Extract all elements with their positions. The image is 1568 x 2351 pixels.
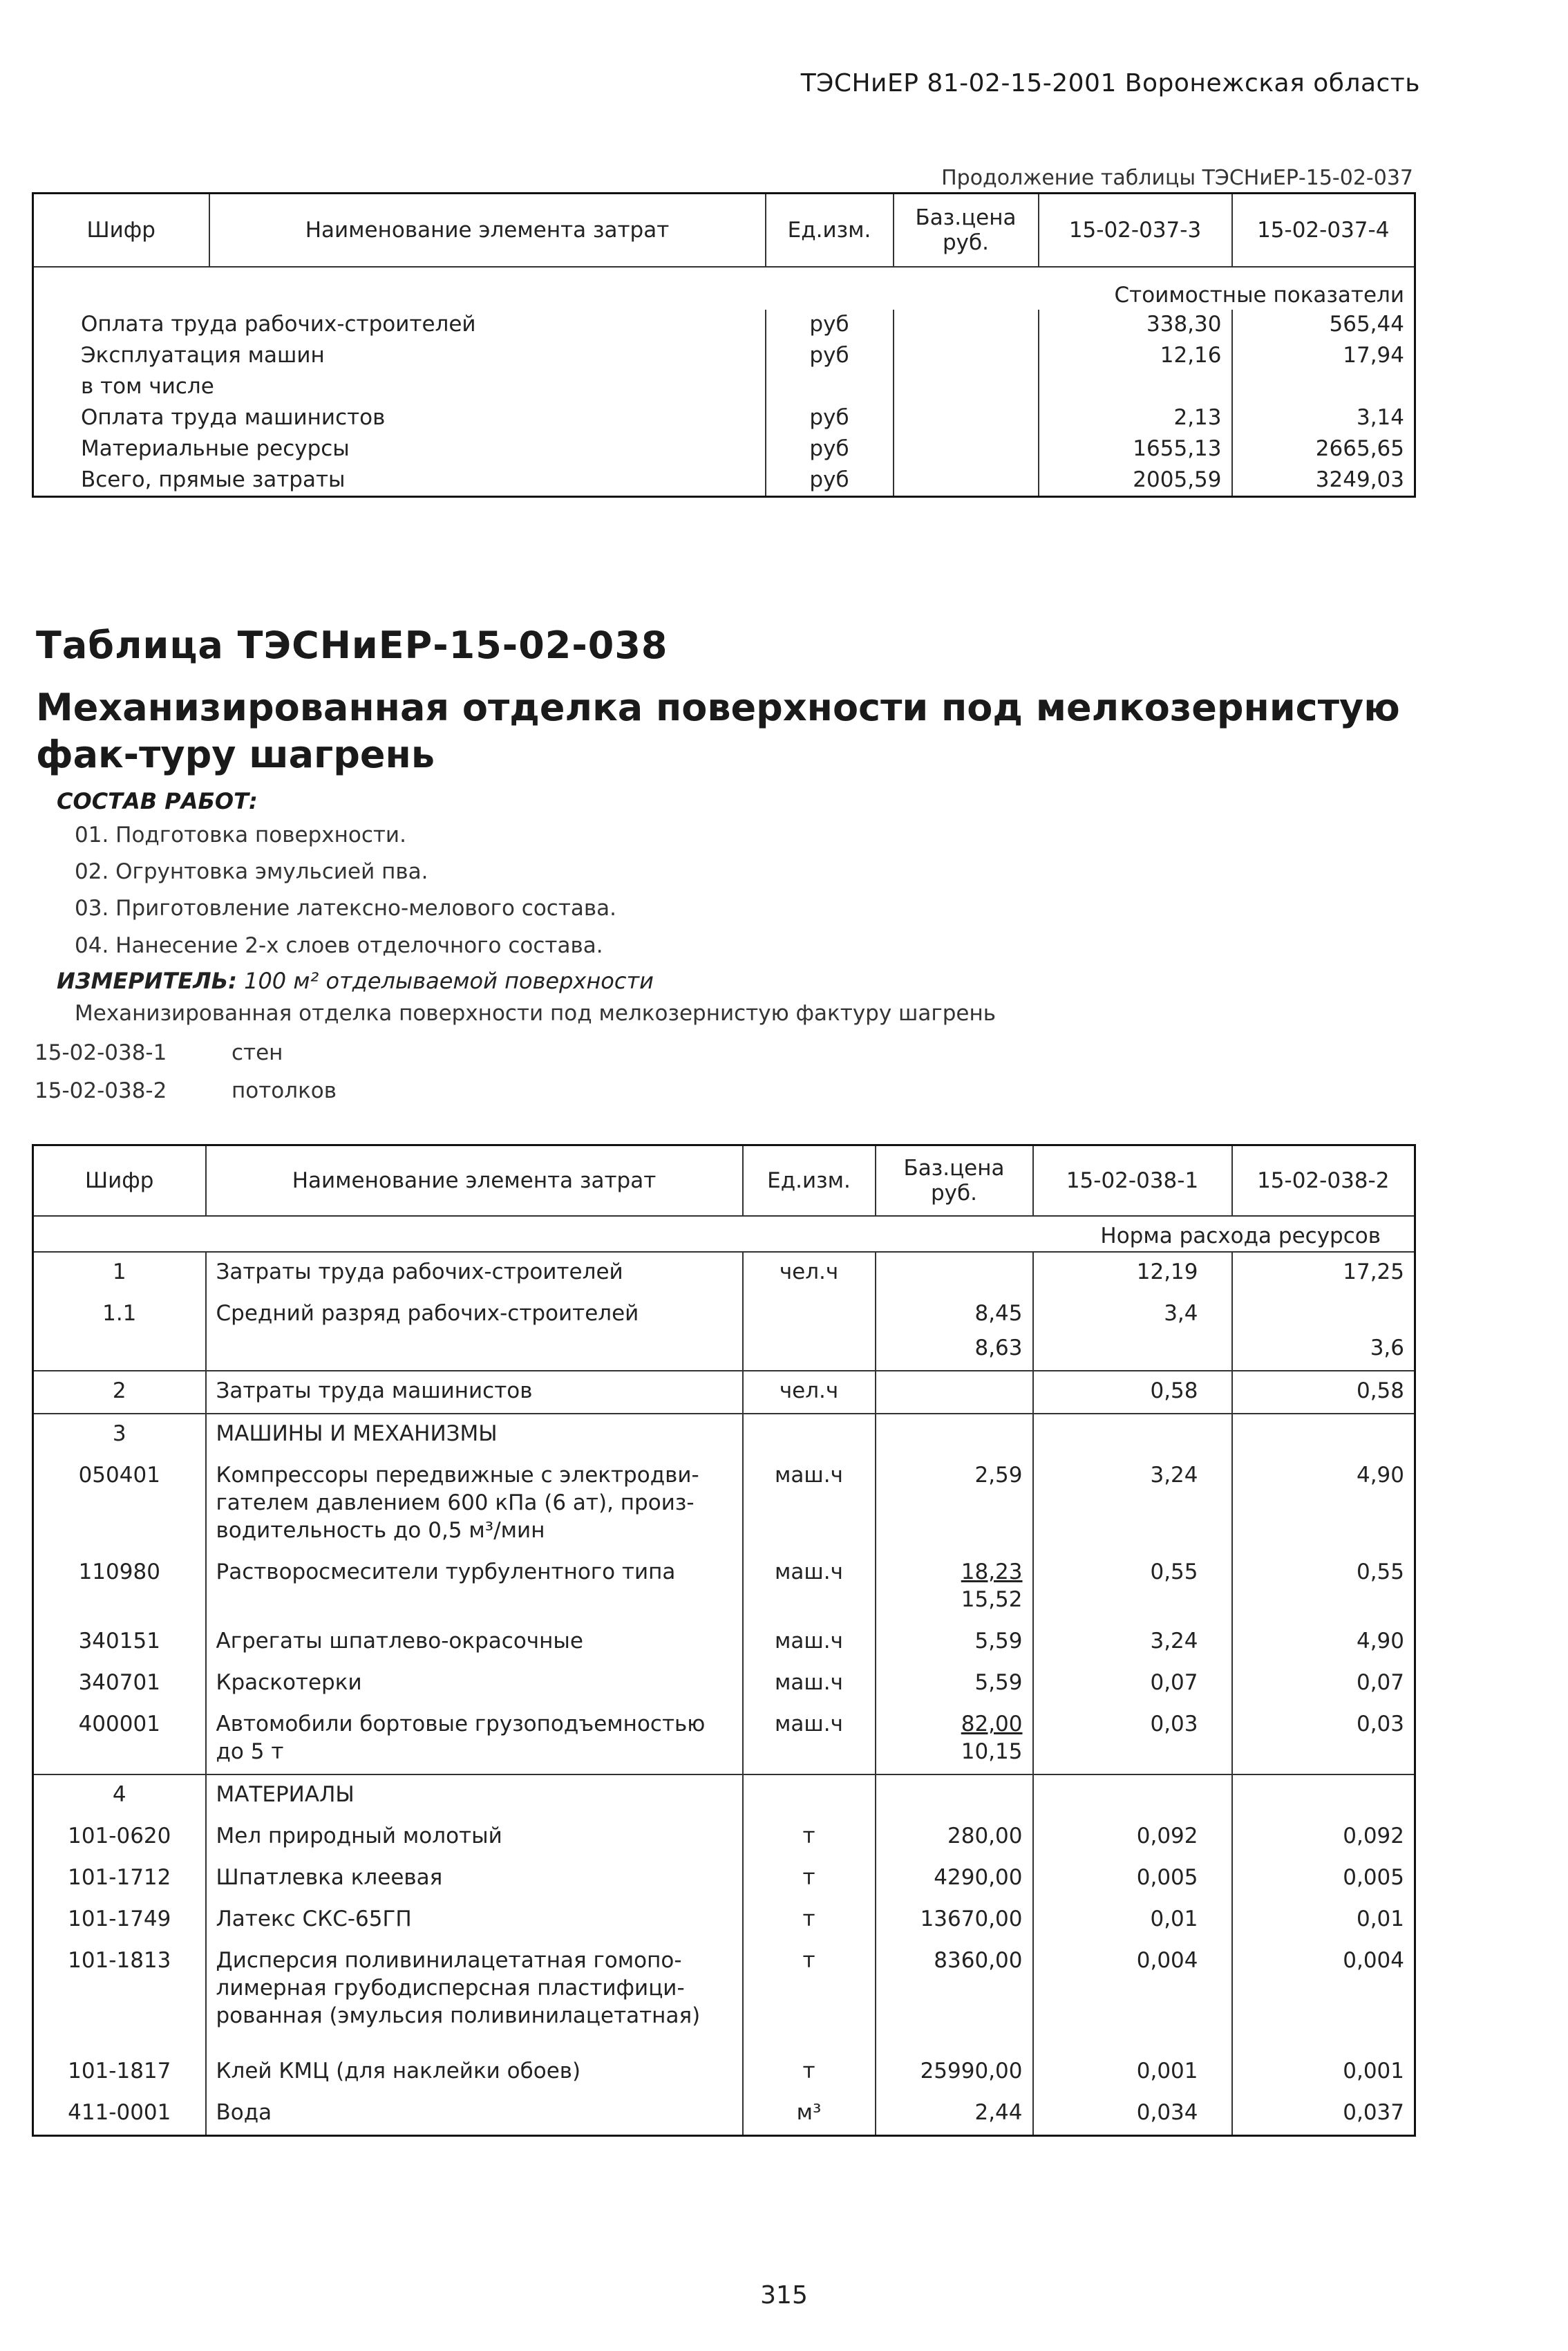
- header-row: [33, 194, 1415, 268]
- price-line: 8,63: [974, 1336, 1023, 1360]
- section-label: Стоимостные показатели: [1114, 283, 1404, 308]
- row-code: 101-1749: [68, 1907, 171, 1931]
- work-item: 01. Подготовка поверхности.: [75, 823, 406, 847]
- row-value-1: 0,03: [1033, 1705, 1232, 1774]
- row-unit: т: [743, 1900, 876, 1941]
- row-unit: [743, 1414, 876, 1456]
- row-name: Затраты труда рабочих-строителей: [206, 1252, 743, 1294]
- running-header: ТЭСНиЕР 81-02-15-2001 Воронежская область: [800, 69, 1420, 97]
- row-unit: т: [743, 1858, 876, 1900]
- row-value-1: 0,001: [1033, 2052, 1232, 2093]
- row-unit: т: [743, 2052, 876, 2093]
- table-row: [33, 1622, 1415, 1663]
- row-value-2: [1232, 1414, 1415, 1456]
- row-value-2: 3249,03: [1232, 465, 1415, 497]
- section-heading: Механизированная отделка поверхности под мелкозернистую фак-туру шагрень: [36, 686, 1400, 776]
- row-code: 411-0001: [68, 2100, 171, 2125]
- row-value-1: 1655,13: [1039, 433, 1232, 465]
- row-code: 101-1817: [68, 2059, 171, 2083]
- price-line: 8,45: [974, 1301, 1023, 1326]
- row-price: 8360,00: [876, 1941, 1033, 2052]
- col-header-norm-2: 15-02-037-4: [1232, 194, 1415, 268]
- row-code: 101-1712: [68, 1865, 171, 1890]
- row-price: [876, 1414, 1033, 1456]
- code-value: 15-02-038-2: [35, 1078, 167, 1103]
- row-value-2: 4,90: [1232, 1456, 1415, 1553]
- row-name: Дисперсия поливинилацетатная гомопо-лимерная грубодисперсная пластифици-рованная (эмульсия поливинилацетатная): [206, 1941, 743, 2052]
- continuation-table: [32, 192, 1416, 498]
- row-name: МАТЕРИАЛЫ: [206, 1774, 743, 1817]
- row-price: 4290,00: [876, 1858, 1033, 1900]
- row-code: 3: [112, 1421, 126, 1446]
- table-row: [33, 1294, 1415, 1371]
- row-name: Оплата труда машинистов: [81, 405, 386, 430]
- row-value-1: 0,004: [1033, 1941, 1232, 2052]
- row-value-1: 0,58: [1033, 1371, 1232, 1414]
- row-price: [894, 402, 1039, 433]
- row-code: 101-0620: [68, 1824, 171, 1848]
- row-price: [876, 1371, 1033, 1414]
- row-unit: маш.ч: [743, 1705, 876, 1774]
- row-value-2: [1232, 371, 1415, 402]
- row-name: Оплата труда рабочих-строителей: [81, 312, 476, 337]
- row-price: 5,59: [876, 1663, 1033, 1705]
- scope-text: Механизированная отделка поверхности под мелкозернистую фактуру шагрень: [75, 1001, 996, 1026]
- row-name: Краскотерки: [206, 1663, 743, 1705]
- row-unit: маш.ч: [743, 1622, 876, 1663]
- table-row: [33, 1705, 1415, 1774]
- row-value-2: 0,07: [1232, 1663, 1415, 1705]
- table-row: [33, 1817, 1415, 1858]
- row-unit: руб: [766, 402, 894, 433]
- row-name: Растворосмесители турбулентного типа: [206, 1553, 743, 1622]
- row-name: Материальные ресурсы: [81, 436, 350, 461]
- price-line: 10,15: [961, 1739, 1023, 1764]
- row-value-1: 338,30: [1039, 310, 1232, 340]
- row-value-1: 0,005: [1033, 1858, 1232, 1900]
- table-row: [33, 1414, 1415, 1456]
- row-unit: руб: [766, 433, 894, 465]
- row-unit: руб: [766, 310, 894, 340]
- row-price: [894, 433, 1039, 465]
- table-row: [33, 340, 1415, 371]
- row-code: 050401: [78, 1463, 160, 1488]
- row-name: МАШИНЫ И МЕХАНИЗМЫ: [206, 1414, 743, 1456]
- row-value-1: 0,092: [1033, 1817, 1232, 1858]
- row-code: 101-1813: [68, 1948, 171, 1973]
- row-value-1: 3,24: [1033, 1456, 1232, 1553]
- row-name: Всего, прямые затраты: [81, 467, 346, 492]
- work-item: 04. Нанесение 2-х слоев отделочного состава.: [75, 933, 603, 958]
- row-value-1: [1039, 371, 1232, 402]
- measure-value: 100 м² отделываемой поверхности: [244, 968, 654, 994]
- row-value-2: 3,6: [1232, 1294, 1415, 1371]
- row-name: Клей КМЦ (для наклейки обоев): [206, 2052, 743, 2093]
- table-row: [33, 371, 1415, 402]
- continuation-caption: Продолжение таблицы ТЭСНиЕР-15-02-037: [941, 166, 1413, 190]
- row-value-2: [1232, 1774, 1415, 1817]
- col-header-code: Шифр: [33, 194, 209, 268]
- row-price: [876, 1553, 1033, 1622]
- col-header-code: Шифр: [33, 1145, 206, 1217]
- row-code: 340701: [78, 1670, 160, 1695]
- row-unit: т: [743, 1817, 876, 1858]
- col-header-norm-2: 15-02-038-2: [1232, 1145, 1415, 1217]
- row-value-2: 0,55: [1232, 1553, 1415, 1622]
- row-value-1: 2005,59: [1039, 465, 1232, 497]
- row-unit: [766, 371, 894, 402]
- row-price: 280,00: [876, 1817, 1033, 1858]
- norm-label-row: [33, 1216, 1415, 1252]
- row-price: [894, 340, 1039, 371]
- row-unit: руб: [766, 340, 894, 371]
- table-row: [33, 433, 1415, 465]
- col-header-norm-1: 15-02-037-3: [1039, 194, 1232, 268]
- work-composition-label: СОСТАВ РАБОТ:: [57, 788, 258, 814]
- col-header-name: Наименование элемента затрат: [206, 1145, 743, 1217]
- row-value-2: 4,90: [1232, 1622, 1415, 1663]
- row-value-2: 565,44: [1232, 310, 1415, 340]
- table-row: [33, 1941, 1415, 2052]
- row-value-1: 3,24: [1033, 1622, 1232, 1663]
- row-unit: м³: [743, 2093, 876, 2136]
- code-row: [35, 1078, 337, 1103]
- row-unit: [743, 1294, 876, 1371]
- code-name: потолков: [232, 1078, 337, 1103]
- row-value-2: 0,092: [1232, 1817, 1415, 1858]
- row-value-1: 3,4: [1033, 1294, 1232, 1371]
- row-value-1: 0,01: [1033, 1900, 1232, 1941]
- row-name: Средний разряд рабочих-строителей: [206, 1294, 743, 1371]
- table-row: [33, 402, 1415, 433]
- row-value-1: 0,55: [1033, 1553, 1232, 1622]
- table-row: [33, 1900, 1415, 1941]
- table-row: [33, 1663, 1415, 1705]
- row-name: Шпатлевка клеевая: [206, 1858, 743, 1900]
- price-line: 82,00: [961, 1712, 1023, 1736]
- row-price: 25990,00: [876, 2052, 1033, 2093]
- col-header-unit: Ед.изм.: [766, 194, 894, 268]
- row-value-2: 0,037: [1232, 2093, 1415, 2136]
- row-price: [894, 371, 1039, 402]
- row-unit: т: [743, 1941, 876, 2052]
- row-value-2: 0,01: [1232, 1900, 1415, 1941]
- row-value-1: 12,16: [1039, 340, 1232, 371]
- row-name: Затраты труда машинистов: [206, 1371, 743, 1414]
- row-code: 1: [112, 1259, 126, 1284]
- row-name: Автомобили бортовые грузоподъемностью до 5 т: [206, 1705, 743, 1774]
- row-value-1: [1033, 1774, 1232, 1817]
- col-header-name: Наименование элемента затрат: [209, 194, 766, 268]
- row-code: 340151: [78, 1629, 160, 1654]
- price-line: 18,23: [961, 1559, 1023, 1584]
- measure-label: ИЗМЕРИТЕЛЬ:: [57, 968, 237, 994]
- row-value-1: 12,19: [1033, 1252, 1232, 1294]
- row-price: [876, 1252, 1033, 1294]
- header-row: [33, 1145, 1415, 1217]
- row-unit: руб: [766, 465, 894, 497]
- code-value: 15-02-038-1: [35, 1040, 167, 1065]
- row-price: 5,59: [876, 1622, 1033, 1663]
- col-header-norm-1: 15-02-038-1: [1033, 1145, 1232, 1217]
- row-value-2: 0,005: [1232, 1858, 1415, 1900]
- table-row: [33, 1858, 1415, 1900]
- table-row: [33, 310, 1415, 340]
- row-name: в том числе: [81, 374, 214, 399]
- table-row: [33, 1456, 1415, 1553]
- table-row: [33, 465, 1415, 497]
- norm-label: Норма расхода ресурсов: [33, 1216, 1415, 1252]
- section-label-row: [33, 267, 1415, 310]
- table-row: [33, 2052, 1415, 2093]
- row-value-2: 0,03: [1232, 1705, 1415, 1774]
- row-unit: чел.ч: [743, 1371, 876, 1414]
- table-row: [33, 1774, 1415, 1817]
- page-number: 315: [760, 2281, 808, 2310]
- row-price: [894, 310, 1039, 340]
- col-header-price: Баз.цена руб.: [894, 194, 1039, 268]
- row-name: Вода: [206, 2093, 743, 2136]
- row-code: 1.1: [33, 1294, 206, 1371]
- row-price: 13670,00: [876, 1900, 1033, 1941]
- row-name: Агрегаты шпатлево-окрасочные: [206, 1622, 743, 1663]
- row-price: [894, 465, 1039, 497]
- row-name: Латекс СКС-65ГП: [206, 1900, 743, 1941]
- row-name: Эксплуатация машин: [81, 343, 325, 368]
- work-item: 02. Огрунтовка эмульсией пва.: [75, 859, 428, 884]
- row-value-1: [1033, 1414, 1232, 1456]
- price-line: 15,52: [961, 1587, 1023, 1612]
- measure-line: [57, 968, 654, 994]
- row-value-1: 2,13: [1039, 402, 1232, 433]
- row-value-2: 2665,65: [1232, 433, 1415, 465]
- row-value-2: 17,25: [1232, 1252, 1415, 1294]
- row-name: Мел природный молотый: [206, 1817, 743, 1858]
- col-header-price: Баз.цена руб.: [876, 1145, 1033, 1217]
- row-code: 110980: [78, 1559, 160, 1584]
- row-unit: маш.ч: [743, 1553, 876, 1622]
- row-price: 2,59: [876, 1456, 1033, 1553]
- table-row: [33, 1371, 1415, 1414]
- row-value-2: 17,94: [1232, 340, 1415, 371]
- code-row: [35, 1040, 283, 1065]
- work-item: 03. Приготовление латексно-мелового состава.: [75, 896, 617, 921]
- row-value-2: 0,004: [1232, 1941, 1415, 2052]
- row-code: 400001: [33, 1705, 206, 1774]
- row-price: 2,44: [876, 2093, 1033, 2136]
- row-value-1: 0,034: [1033, 2093, 1232, 2136]
- row-price: [876, 1705, 1033, 1774]
- col-header-unit: Ед.изм.: [743, 1145, 876, 1217]
- table-row: [33, 1553, 1415, 1622]
- row-value-2: 0,58: [1232, 1371, 1415, 1414]
- row-unit: маш.ч: [743, 1663, 876, 1705]
- table-row: [33, 2093, 1415, 2136]
- row-name: Компрессоры передвижные с электродви-гателем давлением 600 кПа (6 ат), произ-водительность до 0,5 м³/мин: [206, 1456, 743, 1553]
- row-value-2: 0,001: [1232, 2052, 1415, 2093]
- row-value-2: 3,14: [1232, 402, 1415, 433]
- resource-norm-table: [32, 1144, 1416, 2137]
- table-title: Таблица ТЭСНиЕР-15-02-038: [36, 624, 668, 667]
- row-unit: [743, 1774, 876, 1817]
- row-price: [876, 1774, 1033, 1817]
- code-name: стен: [232, 1040, 283, 1065]
- row-price: [876, 1294, 1033, 1371]
- row-code: 2: [33, 1371, 206, 1414]
- row-unit: маш.ч: [743, 1456, 876, 1553]
- row-unit: чел.ч: [743, 1252, 876, 1294]
- row-value-1: 0,07: [1033, 1663, 1232, 1705]
- table-row: [33, 1252, 1415, 1294]
- row-code: 4: [112, 1782, 126, 1807]
